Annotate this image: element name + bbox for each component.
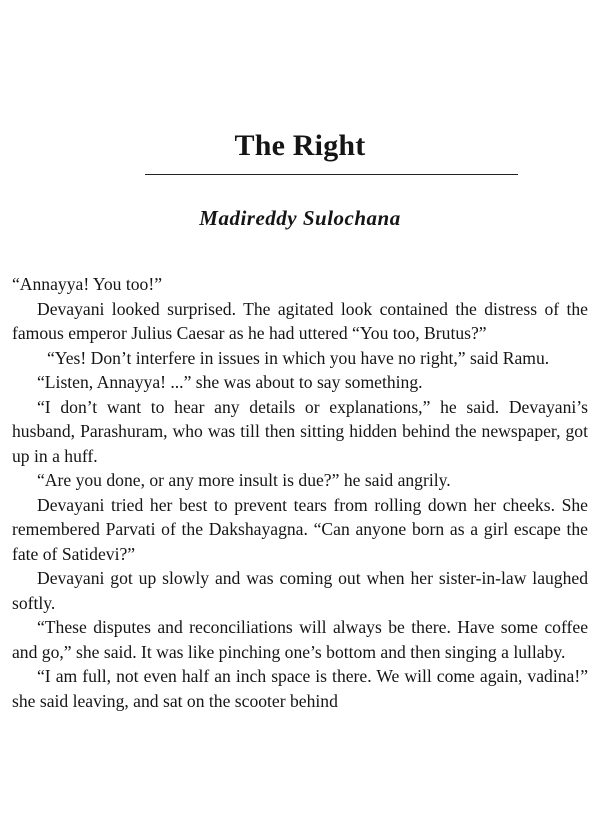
paragraph: Devayani got up slowly and was coming out when her sister-in-law laughed softly. — [12, 568, 588, 613]
paragraph: “Listen, Annayya! ...” she was about to say something. — [37, 372, 423, 392]
paragraph: “These disputes and reconciliations will always be there. Have some coffee and go,” she said. It was like pinching one’s bottom and then singing a lullaby. — [12, 617, 588, 662]
paragraph: “Are you done, or any more insult is due?” he said angrily. — [37, 470, 451, 490]
title-rule — [145, 174, 518, 175]
paragraph: “Annayya! You too!” — [12, 274, 163, 294]
paragraph: “Yes! Don’t interfere in issues in which you have no right,” said Ramu. — [47, 347, 550, 368]
paragraph: Devayani tried her best to prevent tears from rolling down her cheeks. She remembered Parvati of the Dakshayagna. “Can anyone born as a girl escape the fate of Satidevi?” — [12, 494, 588, 564]
author-name: Madireddy Sulochana — [199, 206, 401, 230]
story-title: The Right — [234, 129, 366, 162]
paragraph: “I don’t want to hear any details or explanations,” he said. Devayani’s husband, Parashuram, who was till then sitting hidden behind the newspaper, got up in a huff. — [12, 396, 588, 466]
paragraph: “I am full, not even half an inch space is there. We will come again, vadina!” she said leaving, and sat on the scooter behind — [12, 666, 588, 711]
paragraph: Devayani looked surprised. The agitated look contained the distress of the famous emperor Julius Caesar as he had uttered “You too, Brutus?” — [12, 298, 588, 343]
story-body — [12, 272, 588, 713]
